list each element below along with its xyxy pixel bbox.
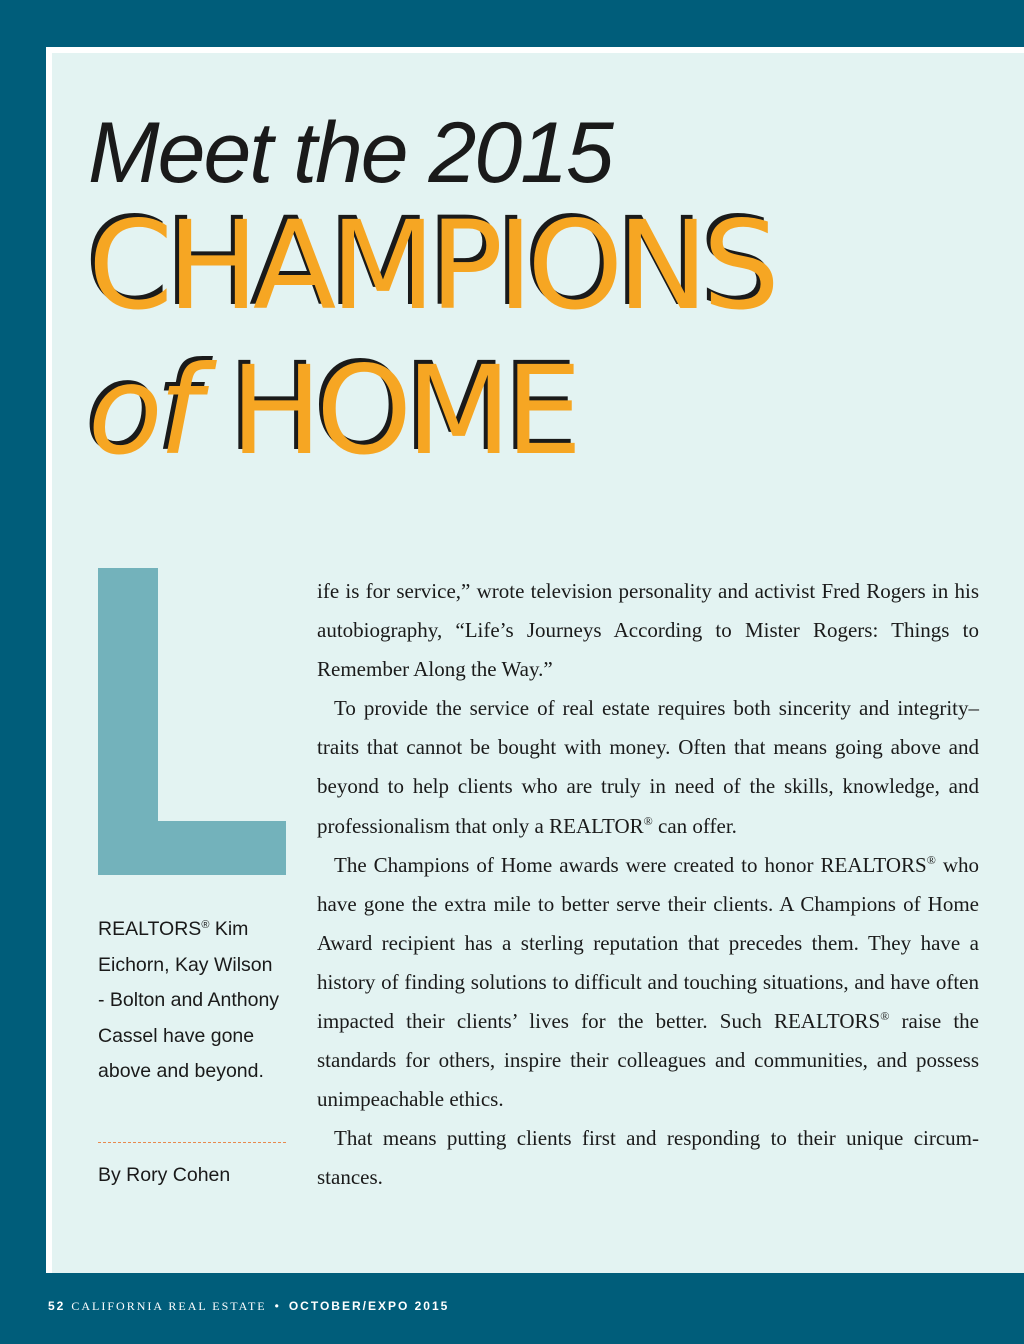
- body-p2-text-end: can offer.: [652, 813, 737, 838]
- body-paragraph-2: [317, 689, 979, 845]
- issue-date: OCTOBER/EXPO 2015: [288, 1299, 450, 1313]
- body-p3-text-mid: who have gone the extra mile to better serve their clients. A Champions of Home Award recipient has a sterling reputation that precedes them. They have a history of finding solutions to difficult and touching situations, and have often impacted their clients’ lives for the better. Such REALTORS: [317, 852, 979, 1034]
- body-p3-text-end: raise the standards for others, inspire their colleagues and communities, and possess unimpeachable ethics.: [317, 1009, 980, 1112]
- body-paragraph-4: That means putting clients first and responding to their unique circum- stances.: [317, 1126, 979, 1190]
- dashed-divider: [98, 1142, 286, 1143]
- body-paragraph-1: ife is for service,” wrote television personality and activist Fred Rogers in his autobiography, “Life’s Journeys According to Mister Rogers: Things to Remember Along the Way.”: [317, 579, 979, 682]
- headline-champions: CHAMPIONS: [88, 195, 774, 337]
- drop-cap-foot: [98, 821, 286, 875]
- headline-intro: Meet the 2015: [88, 105, 612, 201]
- page-footer: [48, 1299, 449, 1314]
- body-p3-text: The Champions of Home awards were created to honor REALTORS: [334, 852, 927, 877]
- byline: By Rory Cohen: [98, 1164, 231, 1186]
- publication-name: CALIFORNIA REAL ESTATE: [71, 1299, 267, 1313]
- page-number: 52: [48, 1299, 66, 1313]
- body-p3-registered-mark-1: ®: [926, 852, 936, 867]
- body-p3-registered-mark-2: ®: [880, 1009, 890, 1024]
- body-p2-text: To provide the service of real estate requires both sincerity and integrity– traits that cannot be bought with money. Often that means going above and beyond to help clients who are truly in need of the skills, knowledge, and professionalism that only a REALTOR: [317, 696, 979, 838]
- body-p2-registered-mark: ®: [643, 813, 653, 828]
- article-body: [317, 572, 979, 1198]
- deck-text: Kim Eichorn, Kay Wilson - Bolton and Anthony Cassel have gone above and beyond.: [98, 918, 280, 1082]
- article-deck: [98, 912, 283, 1090]
- headline-of: of: [88, 340, 198, 482]
- body-paragraph-3: [317, 846, 979, 1120]
- deck-registered-mark: ®: [201, 919, 210, 931]
- headline-home: HOME: [230, 340, 577, 482]
- deck-realtors: REALTORS: [98, 918, 202, 940]
- footer-separator: •: [274, 1299, 281, 1313]
- headline-of-home: [88, 340, 577, 482]
- drop-cap-l: [98, 568, 286, 875]
